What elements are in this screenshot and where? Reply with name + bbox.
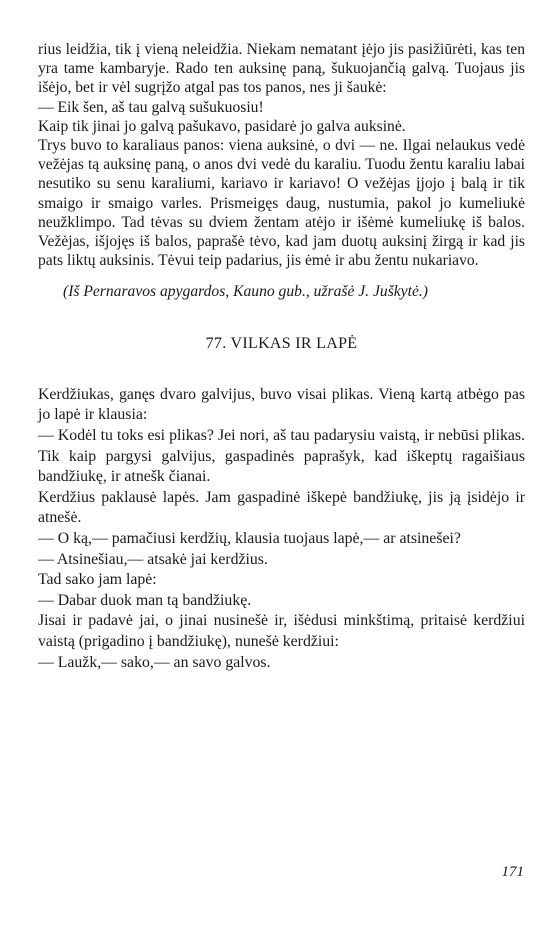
story-paragraph-3: Kerdžius paklausė lapės. Jam gaspadinė iškepė bandžiukę, jis ją įsidėjo ir atnešė. [38, 488, 525, 527]
story-body [38, 385, 525, 673]
paragraph-1: rius leidžia, tik į vieną neleidžia. Niekam nematant įėjo jis pasižiūrėti, kas ten yra tame kambaryje. Rado ten auksinę paną, šukuojančią galvą. Tuojaus jis išėjo, bet ir vėl sugrįžo atgal pas tos panos, nes ji šaukė: [38, 41, 525, 97]
paragraph-3: Kaip tik jinai jo galvą pašukavo, pasidarė jo galva auksinė. [38, 117, 406, 135]
story-paragraph-7: — Dabar duok man tą bandžiukę. [38, 591, 252, 609]
source-note: (Iš Pernaravos apygardos, Kauno gub., užrašė J. Juškytė.) [63, 283, 428, 301]
story-title: 77. VILKAS IR LAPĖ [205, 334, 358, 352]
book-page [38, 40, 525, 673]
story-paragraph-9: — Laužk,— sako,— an savo galvos. [38, 653, 271, 671]
paragraph-2: — Eik šen, aš tau galvą sušukuosiu! [38, 98, 264, 116]
story-paragraph-2: — Kodėl tu toks esi plikas? Jei nori, aš tau padarysiu vaistą, ir nebūsi plikas. Tik kaip pargysi galvijus, gaspadinės paprašyk, kad iškeptų ragaišiaus bandžiukę, ir atnešk čianai. [38, 427, 525, 486]
paragraph-4: Trys buvo to karaliaus panos: viena auksinė, o dvi — ne. Ilgai nelaukus vedė vežėjas tą auksinę paną, o anos dvi vedė du karaliu. Tuodu žentu karaliu labai nesutiko su senu karaliumi, kariavo ir kariavo! O vežėjas įjojo į balą ir tik smaigo ir smaigo varles. Prismeigęs daug, nustumia, pakol jo kumeliukė neužklimpo. Tad tėvas su dviem žentam atėjo ir išėmė kumeliukę iš balos. Vežėjas, išjojęs iš balos, paprašė tėvo, kad jam duotų auksinį žirgą ir kad jis pats liktų auksinis. Tėvui teip padarius, jis ėmė ir abu žentu nukariavo. [38, 137, 525, 270]
story-paragraph-6: Tad sako jam lapė: [38, 571, 157, 589]
page-number: 171 [501, 864, 524, 880]
story-paragraph-4: — O ką,— pamačiusi kerdžių, klausia tuojaus lapė,— ar atsinešei? [38, 530, 461, 547]
story-paragraph-5: — Atsinešiau,— atsakė jai kerdžius. [38, 550, 268, 568]
story-paragraph-1: Kerdžiukas, ganęs dvaro galvijus, buvo visai plikas. Vieną kartą atbėgo pas jo lapė ir klausia: [38, 385, 525, 424]
story-paragraph-8: Jisai ir padavė jai, o jinai nusinešė ir, išėdusi minkštimą, pritaisė kerdžiui vaistą (prigadino į bandžiukę), nunešė kerdžiui: [38, 612, 525, 650]
